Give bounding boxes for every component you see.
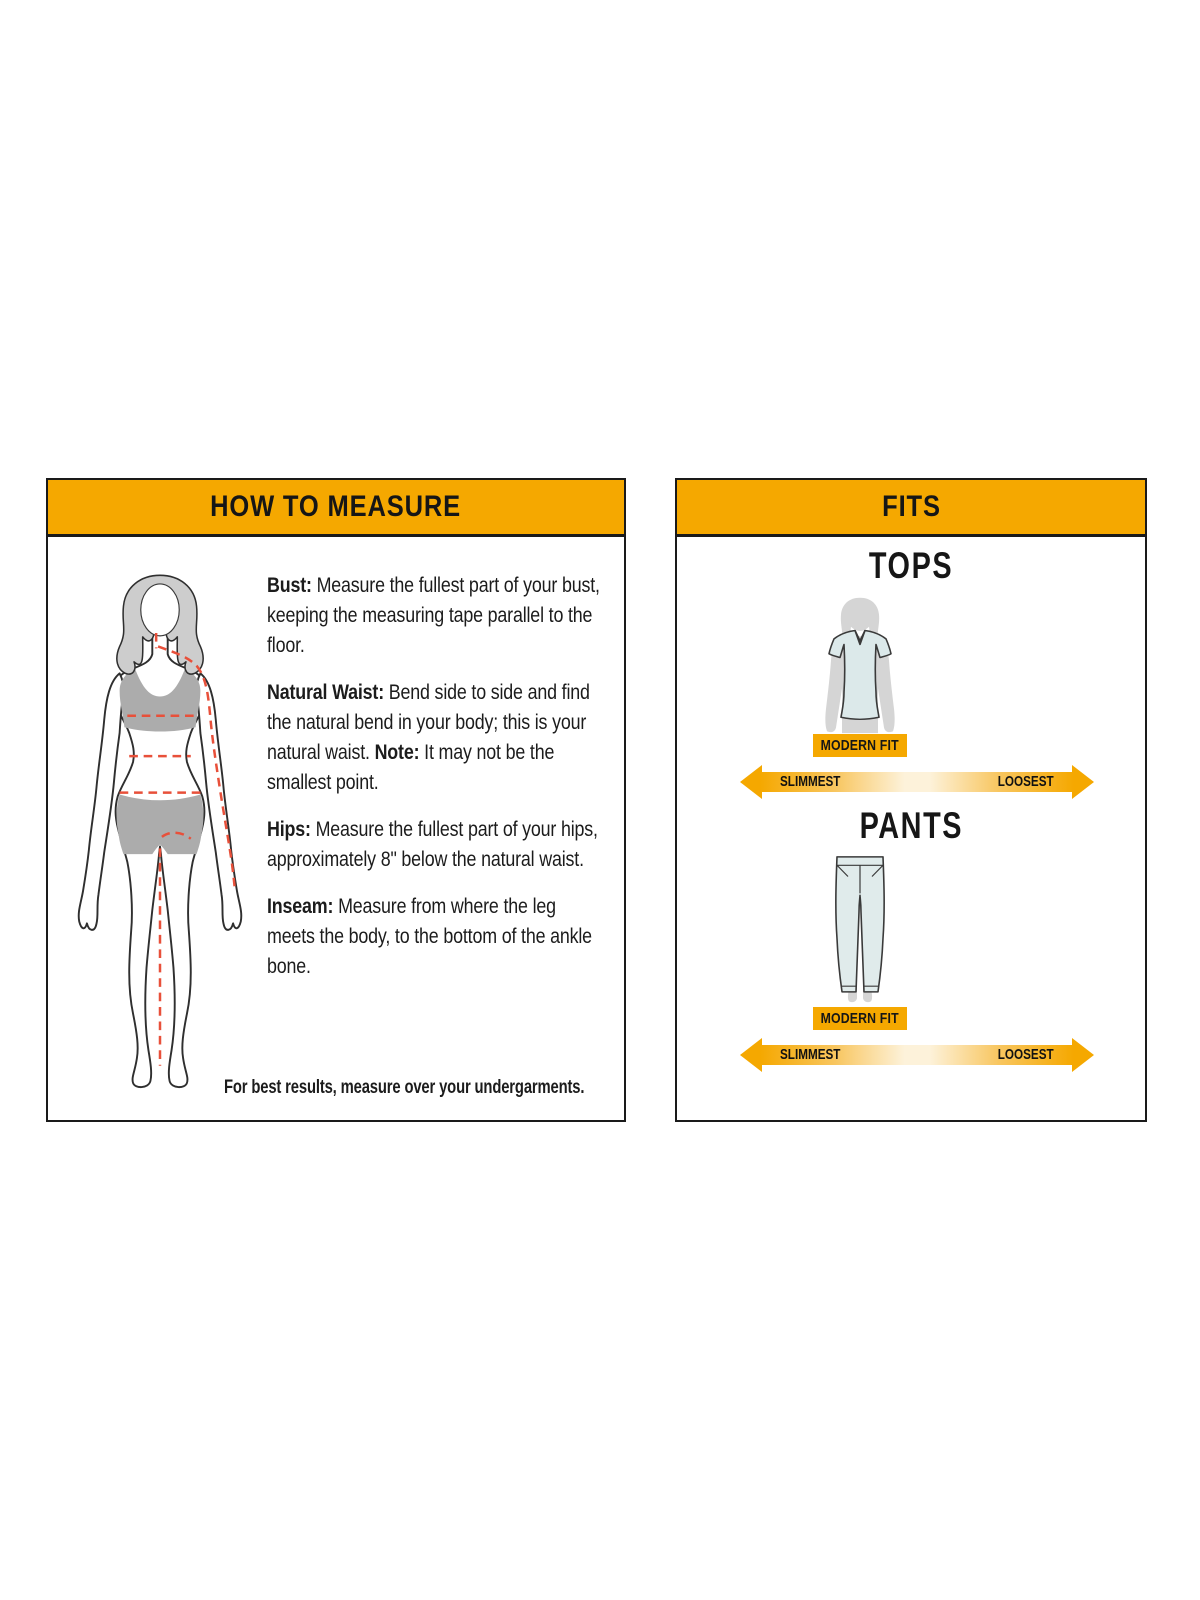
arrow-left-icon <box>740 1038 762 1072</box>
tops-slimmest-label: SLIMMEST <box>780 773 841 790</box>
womens-tshirt-illustration <box>810 595 910 735</box>
bust-instruction: Bust: Measure the fullest part of your bust, keeping the measuring tape parallel to the floor. <box>267 574 600 657</box>
fits-body <box>677 537 1145 1120</box>
pants-slimmest-label: SLIMMEST <box>780 1046 841 1063</box>
tops-figure <box>810 595 910 740</box>
pants-fit-scale <box>740 1038 1094 1072</box>
measure-instructions <box>267 571 600 999</box>
pants-heading: PANTS <box>859 805 963 846</box>
hips-instruction: Hips: Measure the fullest part of your hips, approximately 8" below the natural waist. <box>267 818 598 871</box>
arrow-right-icon <box>1072 1038 1094 1072</box>
how-to-measure-panel <box>46 478 626 1122</box>
inseam-label: Inseam: <box>267 895 334 918</box>
natural-waist-label: Natural Waist: <box>267 681 384 704</box>
arrow-right-icon <box>1072 765 1094 799</box>
arrow-left-icon <box>740 765 762 799</box>
note-label: Note: <box>374 741 420 764</box>
natural-waist-instruction: Natural Waist: Bend side to side and find the natural bend in your body; this is your natural waist. Note: It may not be the smallest point. <box>267 681 590 794</box>
fits-panel <box>675 478 1147 1122</box>
how-to-measure-header <box>48 480 624 537</box>
hips-label: Hips: <box>267 818 311 841</box>
measure-footnote: For best results, measure over your undergarments. <box>224 1077 585 1098</box>
how-to-measure-body <box>48 537 624 1120</box>
womens-pants-illustration <box>830 854 890 1004</box>
inseam-instruction: Inseam: Measure from where the leg meets the body, to the bottom of the ankle bone. <box>267 895 592 978</box>
tops-loosest-label: LOOSEST <box>998 773 1054 790</box>
pants-loosest-label: LOOSEST <box>998 1046 1054 1063</box>
tops-fit-scale <box>740 765 1094 799</box>
female-body-measurement-illustration <box>60 563 260 1103</box>
fits-title: FITS <box>881 490 941 523</box>
face <box>141 584 179 636</box>
bust-label: Bust: <box>267 574 312 597</box>
fits-header <box>677 480 1145 537</box>
tops-heading: TOPS <box>868 545 954 586</box>
how-to-measure-title: HOW TO MEASURE <box>210 490 462 523</box>
pants-figure <box>830 854 890 1009</box>
tops-fit-badge: MODERN FIT <box>813 734 907 757</box>
measurement-figure <box>60 563 260 1108</box>
pants-fit-badge: MODERN FIT <box>813 1007 907 1030</box>
